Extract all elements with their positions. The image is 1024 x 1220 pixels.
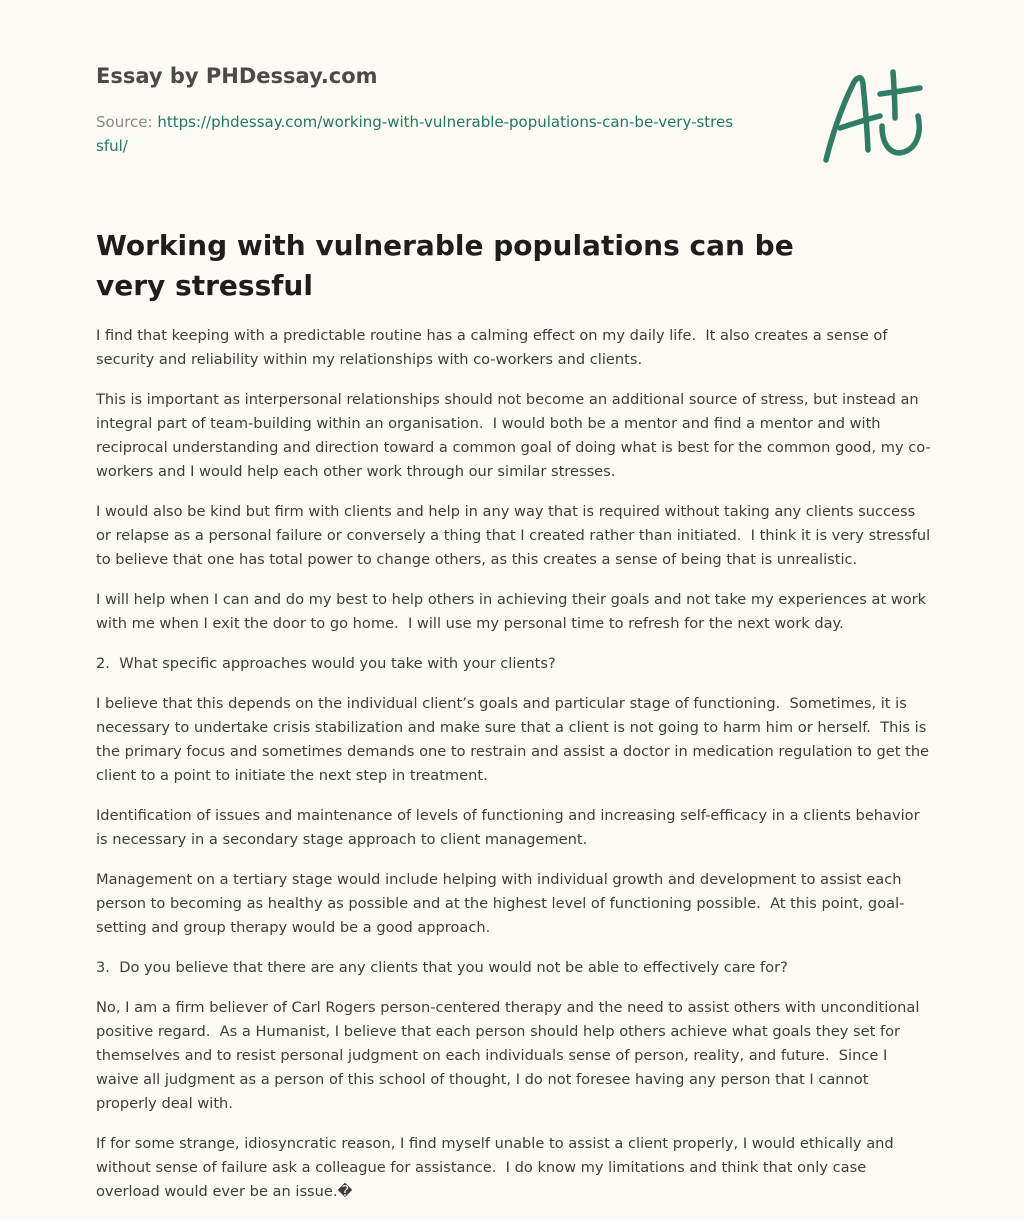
paragraph: This is important as interpersonal relationships should not become an additional source of stress, but instead an integral part of team-building within an organisation. I would both be a mentor and find a mentor and with reciprocal understanding and direction toward a common goal of doing what is best for the common good, my co-workers and I would help each other work through our similar stresses. xyxy=(96,391,931,480)
paragraph: Identification of issues and maintenance of levels of functioning and increasing self-efficacy in a clients behavior is necessary in a secondary stage approach to client management. xyxy=(96,807,925,848)
source-label: Source: xyxy=(96,113,158,131)
site-name: Essay by PHDessay.com xyxy=(96,64,378,88)
paragraph: If for some strange, idiosyncratic reason, I find myself unable to assist a client properly, I would ethically and without sense of failure ask a colleague for assistance. I do know my limitations and think that only case overload would ever be an issue.� xyxy=(96,1135,899,1200)
paragraph: I find that keeping with a predictable routine has a calming effect on my daily life. It also creates a sense of security and reliability within my relationships with co-workers and clients. xyxy=(96,327,893,368)
essay-title: Working with vulnerable populations can be very stressful xyxy=(96,229,794,302)
source-link[interactable]: https://phdessay.com/working-with-vulnerable-populations-can-be-very-stressful/ xyxy=(96,113,734,155)
source-line xyxy=(96,110,736,158)
paragraph: I will help when I can and do my best to help others in achieving their goals and not take my experiences at work with me when I exit the door to go home. I will use my personal time to refresh for the next work day. xyxy=(96,591,931,632)
paragraph: I would also be kind but firm with clients and help in any way that is required without taking any clients success or relapse as a personal failure or conversely a thing that I created rather than initiated. I think it is very stressful to believe that one has total power to change others, as this creates a sense of being that is unrealistic. xyxy=(96,503,935,568)
question-heading: 3. Do you believe that there are any clients that you would not be able to effectively care for? xyxy=(96,959,788,976)
paragraph: I believe that this depends on the individual client’s goals and particular stage of functioning. Sometimes, it is necessary to undertake crisis stabilization and make sure that a client is not going to harm him or herself. This is the primary focus and sometimes demands one to restrain and assist a doctor in medication regulation to get the client to a point to initiate the next step in treatment. xyxy=(96,695,934,784)
paragraph: No, I am a firm believer of Carl Rogers person-centered therapy and the need to assist others with unconditional positive regard. As a Humanist, I believe that each person should help others achieve what goals they set for themselves and to resist personal judgment on each individuals sense of person, reality, and future. Since I waive all judgment as a person of this school of thought, I do not foresee having any person that I cannot properly deal with. xyxy=(96,999,925,1112)
question-heading: 2. What specific approaches would you take with your clients? xyxy=(96,655,556,672)
paragraph: Management on a tertiary stage would include helping with individual growth and development to assist each person to becoming as healthy as possible and at the highest level of functioning possible. At this point, goal-setting and group therapy would be a good approach. xyxy=(96,871,907,936)
a-plus-logo xyxy=(818,64,928,168)
a-plus-logo-icon xyxy=(818,64,928,168)
essay-body xyxy=(96,324,935,1220)
